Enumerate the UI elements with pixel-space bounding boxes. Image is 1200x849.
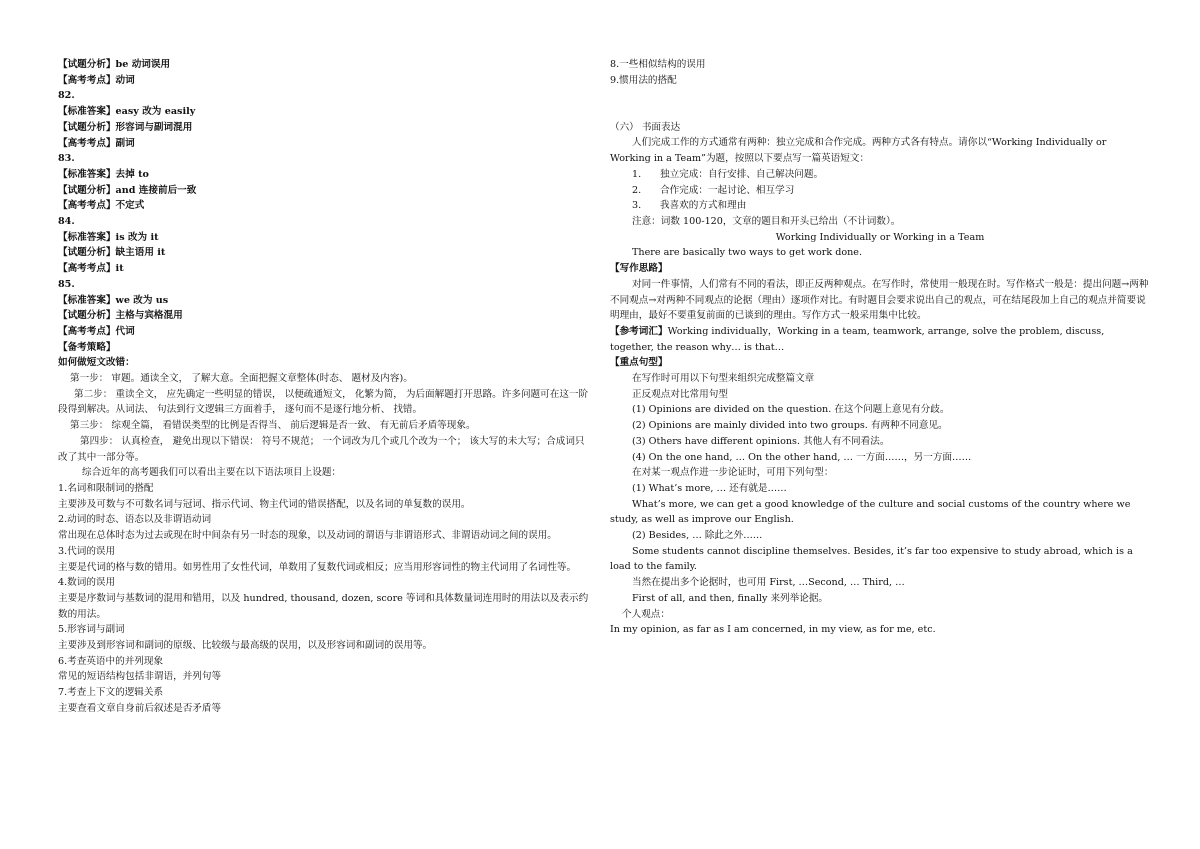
- grammar-4-desc: 主要是序数词与基数词的混用和错用，以及 hundred, thousand, dozen, score 等词和具体数量词连用时的用法以及表示约数的用法。: [58, 592, 589, 620]
- grammar-2-title: 2.动词的时态、语态以及非谓语动词: [58, 514, 212, 526]
- point-text: 独立完成：自行安排、自己解决问题。: [660, 168, 824, 180]
- grammar-6-title: 6.考查英语中的并列现象: [58, 655, 164, 667]
- q82-point: 【高考考点】副词: [58, 137, 135, 149]
- right-column: [610, 57, 1150, 638]
- q83-analysis: 【试题分析】and 连接前后一致: [58, 184, 197, 196]
- further-2-example: Some students cannot discipline themselves. Besides, it’s far too expensive to study abroad, which is a load to the family.: [610, 545, 1133, 573]
- grammar-1-title: 1.名词和限制词的搭配: [58, 482, 154, 494]
- q81-analysis: 【试题分析】be 动词误用: [58, 59, 171, 70]
- point-number: 1.: [632, 168, 642, 180]
- grammar-5-desc: 主要涉及到形容词和副词的原级、比较级与最高级的误用，以及形容词和副词的误用等。: [58, 640, 433, 652]
- q84-answer: 【标准答案】is 改为 it: [58, 231, 159, 243]
- step-4: 第四步： 认真检查， 避免出现以下错误： 符号不规范； 一个词改为几个或几个改为一个； 该大写的未大写；合成词只改了其中一部分等。: [58, 435, 585, 463]
- point-text: 我喜欢的方式和理由: [660, 200, 747, 212]
- grammar-3-title: 3.代词的误用: [58, 545, 116, 557]
- q85-analysis: 【试题分析】主格与宾格混用: [58, 310, 183, 322]
- grammar-2-desc: 常出现在总体时态为过去或现在时中间杂有另一时态的现象，以及动词的谓语与非谓语形式、非谓语动词之间的误用。: [58, 530, 557, 542]
- q82-answer: 【标准答案】easy 改为 easily: [58, 106, 196, 118]
- pattern-subtitle: 正反观点对比常用句型: [632, 388, 728, 400]
- personal-heading: 个人观点：: [622, 608, 670, 620]
- vocab-text: Working individually，Working in a team, teamwork, arrange, solve the problem, discuss, together, the reason why… is that…: [610, 325, 1105, 353]
- howto-title: 如何做短文改错：: [58, 357, 135, 369]
- grammar-1-desc: 主要涉及可数与不可数名词与冠词、指示代词、物主代词的错误搭配，以及名词的单复数的误用。: [58, 498, 471, 510]
- q84-analysis: 【试题分析】缺主语用 it: [58, 247, 166, 259]
- grammar-3-desc: 主要是代词的格与数的错用。如男性用了女性代词，单数用了复数代词或相反；应当用形容词性的物主代词用了名词性等。: [58, 561, 577, 573]
- point-item: [610, 183, 1150, 199]
- point-text: 合作完成：一起讨论、相互学习: [660, 184, 795, 196]
- pattern-heading: 【重点句型】: [610, 357, 668, 369]
- vocab-block: [610, 324, 1150, 355]
- point-number: 3.: [632, 200, 642, 212]
- section-title: （六） 书面表达: [610, 121, 681, 133]
- vocab-heading: 【参考词汇】: [610, 325, 668, 337]
- pattern-3: (3) Others have different opinions. 其他人有不同看法。: [632, 435, 890, 447]
- grammar-7-title: 7.考查上下文的逻辑关系: [58, 687, 164, 699]
- q85-point: 【高考考点】代词: [58, 325, 135, 337]
- grammar-8-title: 8.一些相似结构的误用: [610, 59, 706, 70]
- word-count-note: 注意：词数 100-120，文章的题目和开头已给出（不计词数）。: [632, 216, 901, 227]
- q84-point: 【高考考点】it: [58, 263, 124, 275]
- q84-number: 84.: [58, 216, 75, 228]
- point-item: [610, 198, 1150, 214]
- q83-number: 83.: [58, 153, 75, 165]
- essay-title: Working Individually or Working in a Team: [775, 231, 985, 243]
- pattern-2: (2) Opinions are mainly divided into two groups. 有两种不同意见。: [632, 420, 948, 432]
- writing-intro: 人们完成工作的方式通常有两种：独立完成和合作完成。两种方式各有特点。请你以“Working Individually or Working in a Team”为题，按照以下要点写一篇英语短文：: [610, 137, 1107, 165]
- grammar-5-title: 5.形容词与副词: [58, 624, 125, 636]
- essay-opening: There are basically two ways to get work done.: [632, 247, 863, 259]
- pattern-intro: 在写作时可用以下句型来组织完成整篇文章: [632, 373, 815, 385]
- step-3: 第三步： 综观全篇， 看错误类型的比例是否得当、 前后逻辑是否一致、 有无前后矛盾等现象。: [70, 420, 476, 432]
- grammar-6-desc: 常见的短语结构包括非谓语，并列句等: [58, 671, 222, 683]
- spacer: [610, 104, 1150, 120]
- pattern-4: (4) On the one hand, … On the other hand, … 一方面……，另一方面……: [632, 451, 972, 463]
- further-2: (2) Besides, … 除此之外……: [632, 530, 763, 542]
- grammar-7-desc: 主要查看文章自身前后叙述是否矛盾等: [58, 702, 222, 714]
- strategy-heading: 【备考策略】: [58, 341, 116, 353]
- summary-text: 综合近年的高考题我们可以看出主要在以下语法项目上设题：: [82, 467, 342, 479]
- q85-answer: 【标准答案】we 改为 us: [58, 294, 169, 306]
- further-1-example: What’s more, we can get a good knowledge of the culture and social customs of the country where we study, as well as improve our English.: [610, 498, 1131, 526]
- q83-answer: 【标准答案】去掉 to: [58, 168, 149, 180]
- further-intro: 在对某一观点作进一步论证时，可用下列句型：: [632, 467, 834, 479]
- left-column: [58, 57, 593, 717]
- spacer: [610, 88, 1150, 104]
- q82-analysis: 【试题分析】形容词与副词混用: [58, 121, 193, 133]
- grammar-9-title: 9.惯用法的搭配: [610, 74, 677, 86]
- further-1: (1) What’s more, … 还有就是……: [632, 482, 787, 494]
- idea-heading: 【写作思路】: [610, 263, 668, 275]
- point-number: 2.: [632, 184, 642, 196]
- point-item: [610, 167, 1150, 183]
- step-2: 第二步： 重读全文， 应先确定一些明显的错误， 以便疏通短文， 化繁为简， 为后面解题打开思路。许多问题可在这一阶段得到解决。从词法、 句法到行文逻辑三方面着手， 逐句而不是逐行地分析、 找错。: [58, 388, 589, 416]
- pattern-1: (1) Opinions are divided on the question. 在这个问题上意见有分歧。: [632, 404, 950, 416]
- personal-text: In my opinion, as far as I am concerned, in my view, as for me, etc.: [610, 624, 936, 636]
- idea-text: 对同一件事情，人们常有不同的看法，即正反两种观点。在写作时，常使用一般现在时。写作格式一般是：提出问题→两种不同观点→对两种不同观点的论据（理由）逐项作对比。有时题目会要求说出自己的观点，可在结尾段加上自己的观点并简要说明理由，最好不要重复前面的已谈到的理由。写作方式一般采用集中比较。: [610, 278, 1149, 322]
- multi-example: First of all, and then, finally 来列举论据。: [632, 592, 829, 604]
- q85-number: 85.: [58, 278, 75, 290]
- grammar-4-title: 4.数词的误用: [58, 577, 116, 589]
- multi-intro: 当然在提出多个论据时，也可用 First, …Second, … Third, …: [632, 577, 905, 589]
- q82-number: 82.: [58, 90, 75, 102]
- q83-point: 【高考考点】不定式: [58, 200, 145, 212]
- q81-point: 【高考考点】动词: [58, 74, 135, 86]
- step-1: 第一步： 审题。通读全文， 了解大意。全面把握文章整体(时态、 题材及内容)。: [70, 373, 413, 385]
